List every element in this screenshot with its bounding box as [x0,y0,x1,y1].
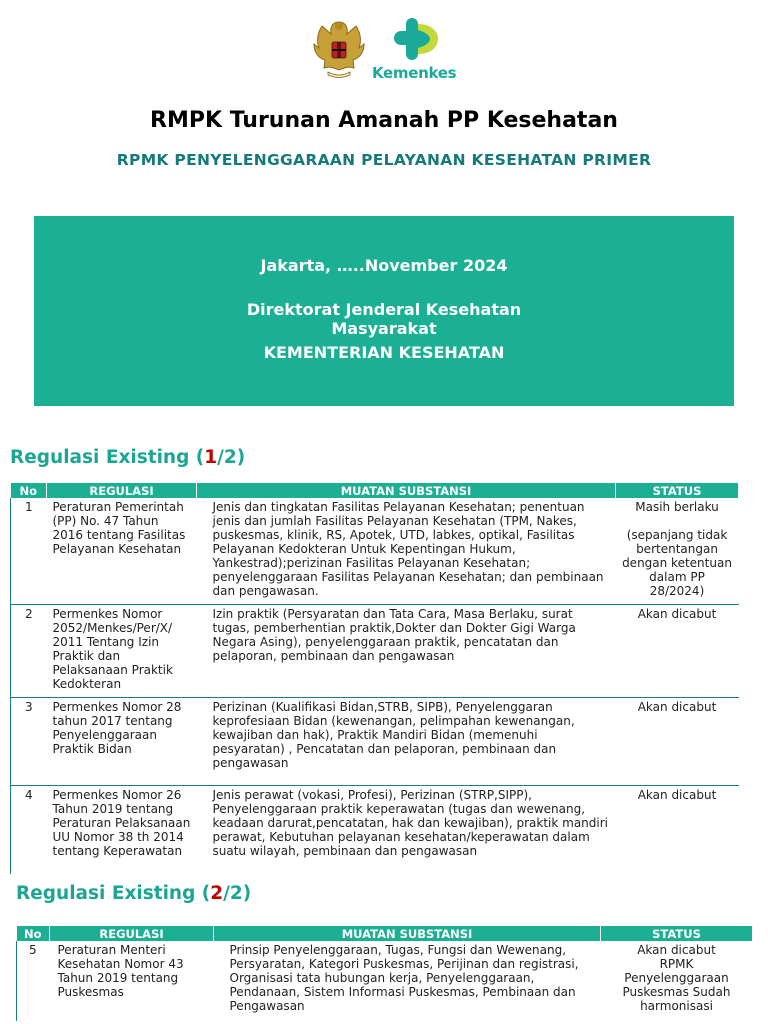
section-heading-2 [16,883,251,904]
row-regulasi: Peraturan Pemerintah (PP) No. 47 Tahun 2016 tentang Fasilitas Pelayanan Kesehatan [47,498,197,605]
row-status [616,786,739,874]
row-regulasi: Permenkes Nomor 28 tahun 2017 tentang Penyelenggaraan Praktik Bidan [47,698,197,786]
section-heading-2-suffix: /2) [223,883,252,904]
section-heading-2-prefix: Regulasi Existing ( [16,883,211,904]
row-muatan: Perizinan (Kualifikasi Bidan,STRB, SIPB), Penyelenggaran keprofesiaan Bidan (kewenangan, pelimpahan kewenangan, kewajiban dan hak), Praktik Mandiri Bidan (memenuhi pesyaratan) , Pencatatan dan pelaporan, pembinaan dan pengawasan [197,698,616,786]
section-heading-1-suffix: /2) [217,447,246,468]
row-status-main: Akan dicabut [637,943,716,957]
table-row [11,786,739,874]
regulation-table-2 [16,926,753,1021]
row-number: 4 [11,786,47,874]
row-number: 1 [11,498,47,605]
kemenkes-brand-text: Kemenkes [372,64,457,82]
table-header-row [17,926,753,941]
table-row [17,941,753,1021]
column-header-regulasi: REGULASI [50,926,214,941]
column-header-regulasi: REGULASI [47,483,197,498]
row-muatan: Jenis perawat (vokasi, Profesi), Perizinan (STRP,SIPP), Penyelenggaraan praktik keperawatan (tugas dan wewenang, keadaan darurat,pencatatan, hak dan kewajiban), praktik mandiri perawat, Kebutuhan pelayanan kesehatan/keperawatan dalam suatu wilayah, pembinaan dan pengawasan [212,788,608,858]
table-header-row [11,483,739,498]
row-status-main: Akan dicabut [637,607,717,621]
page-subtitle: RPMK PENYELENGGARAAN PELAYANAN KESEHATAN PRIMER [116,151,652,169]
row-status-main: Akan dicabut [637,788,717,802]
column-header-muatan: MUATAN SUBSTANSI [197,483,616,498]
column-header-no: No [17,926,50,941]
row-muatan: Prinsip Penyelenggaraan, Tugas, Fungsi dan Wewenang, Persyaratan, Kategori Puskesmas, Perijinan dan registrasi, Organisasi tata hubungan kerja, Penyelenggaraan, Pendanaan, Sistem Informasi Puskesmas, Pembinaan dan Pengawasan [229,943,579,1013]
row-muatan: Jenis dan tingkatan Fasilitas Pelayanan Kesehatan; penentuan jenis dan jumlah Fasilitas Pelayanan Kesehatan (TPM, Nakes, puskesmas, klinik, RS, Apotek, UTD, labkes, optikal, Fasilitas Pelayanan Kedokteran Untuk Kepentingan Hukum, Yankestrad);perizinan Fasilitas Pelayanan Kesehatan; penyelenggaraan Fasilitas Pelayanan Kesehatan; dan pembinaan dan pengawasan. [197,498,616,605]
column-header-status: STATUS [601,926,753,941]
row-status-main: Masih berlaku [635,500,719,514]
row-number: 3 [11,698,47,786]
header-logos [0,14,768,86]
row-status-note: (sepanjang tidak bertentangan dengan ketentuan dalam PP 28/2024) [622,528,732,598]
row-status [616,698,739,786]
row-status [616,605,739,698]
row-number: 5 [17,941,50,1021]
row-status [616,498,739,605]
row-number: 2 [11,605,47,698]
column-header-no: No [11,483,47,498]
row-regulasi: Peraturan Menteri Kesehatan Nomor 43 Tahun 2019 tentang Puskesmas [57,943,184,999]
column-header-muatan: MUATAN SUBSTANSI [214,926,601,941]
table-row [11,498,739,605]
regulation-table-1 [10,483,739,874]
section-heading-2-number: 2 [210,883,224,904]
column-header-status: STATUS [616,483,739,498]
page-title: RMPK Turunan Amanah PP Kesehatan [150,108,618,133]
table-row [11,605,739,698]
section-heading-1 [10,447,245,468]
banner-ministry: KEMENTERIAN KESEHATAN [263,343,505,362]
table-row [11,698,739,786]
row-regulasi: Permenkes Nomor 26 Tahun 2019 tentang Peraturan Pelaksanaan UU Nomor 38 th 2014 tentang Keperawatan [52,788,191,858]
banner-date: Jakarta, …..November 2024 [260,256,508,275]
row-regulasi: Permenkes Nomor 2052/Menkes/Per/X/ 2011 Tentang Izin Praktik dan Pelaksanaan Praktik Kedokteran [47,605,197,698]
section-heading-1-prefix: Regulasi Existing ( [10,447,205,468]
title-banner [34,216,734,406]
row-status-main: Akan dicabut [637,700,717,714]
garuda-pancasila-emblem-icon [310,18,368,80]
row-status [601,941,753,1021]
row-muatan: Izin praktik (Persyaratan dan Tata Cara, Masa Berlaku, surat tugas, pemberhentian praktik,Dokter dan Dokter Gigi Warga Negara Asing), penyelenggaraan praktik, pencatatan dan pelaporan, pembinaan dan pengawasan [197,605,616,698]
kemenkes-logo-icon [392,16,440,62]
row-status-note: RPMK Penyelenggaraan Puskesmas Sudah harmonisasi [622,957,731,1013]
banner-organization: Direktorat Jenderal Kesehatan Masyarakat [246,300,522,338]
section-heading-1-number: 1 [204,447,218,468]
